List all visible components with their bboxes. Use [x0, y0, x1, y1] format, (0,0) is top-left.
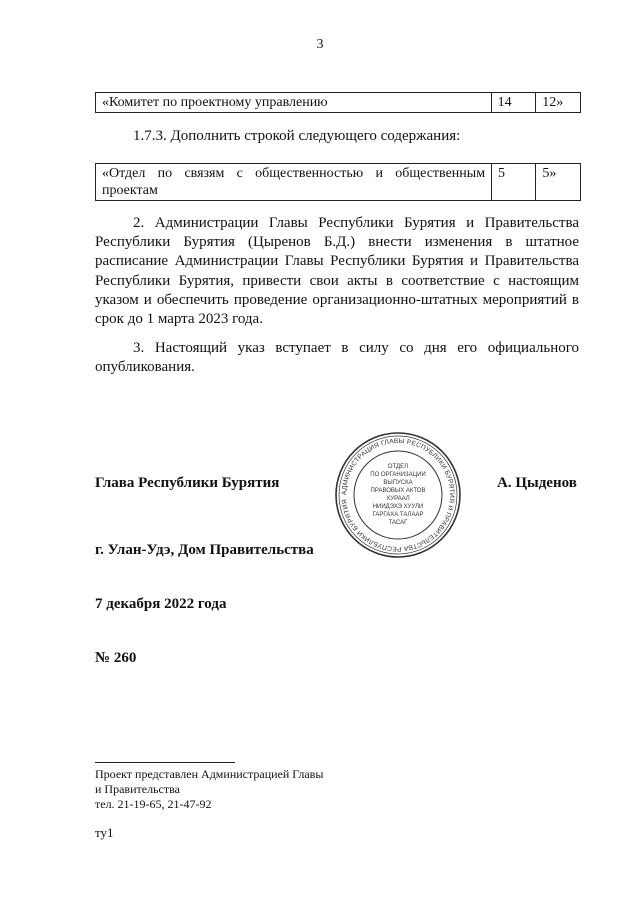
table-row: [96, 93, 581, 113]
paragraph-1-7-3: 1.7.3. Дополнить строкой следующего содержания:: [133, 128, 461, 144]
footnote-line: и Правительства: [95, 782, 180, 796]
amendment-table-existing: [95, 92, 581, 113]
stamp-line: ГАРГАХА ТАЛААР: [372, 512, 424, 518]
stamp-line: ПРАВОВЫХ АКТОВ: [370, 488, 426, 494]
paragraph-3: 3. Настоящий указ вступает в силу со дня его официального опубликования.: [95, 340, 579, 376]
table-row: [96, 164, 581, 201]
signing-date: 7 декабря 2022 года: [95, 596, 227, 612]
footnote-line: Проект представлен Администрацией Главы: [95, 767, 324, 781]
signing-place: г. Улан-Удэ, Дом Правительства: [95, 542, 314, 558]
stamp-line: ОТДЕЛ: [387, 464, 409, 470]
decree-number: № 260: [95, 650, 137, 666]
table-cell-name: «Отдел по связям с общественностью и общественным проектам: [96, 164, 492, 201]
footnote-divider: [95, 762, 235, 763]
table-cell-value-2: 12»: [536, 93, 581, 113]
stamp-line: ПО ОРГАНИЗАЦИИ: [370, 472, 426, 478]
table-cell-name: «Комитет по проектному управлению: [96, 93, 492, 113]
official-stamp: [333, 430, 463, 560]
signatory-title: Глава Республики Бурятия: [95, 475, 280, 491]
signatory-name: А. Цыденов: [497, 475, 577, 491]
table-cell-value-1: 5: [492, 164, 536, 201]
stamp-line: ХУРААЛ: [386, 496, 410, 502]
stamp-line: НИИДЭХЭ ХУУЛИ: [372, 504, 424, 510]
stamp-ring-text: АДМИНИСТРАЦИЯ ГЛАВЫ РЕСПУБЛИКИ БУРЯТИЯ И ПРАВИТЕЛЬСТВА РЕСПУБЛИКИ БУРЯТИЯ: [340, 437, 456, 553]
table-cell-value-2: 5»: [536, 164, 581, 201]
svg-text:АДМИНИСТРАЦИЯ ГЛАВЫ РЕСПУБЛИКИ: [341, 438, 455, 552]
amendment-table-new: [95, 163, 581, 201]
stamp-line: ТАСАГ: [388, 520, 408, 526]
footnote-phone: тел. 21-19-65, 21-47-92: [95, 797, 212, 811]
page-number: 3: [316, 37, 324, 52]
paragraph-2: 2. Администрации Главы Республики Бурятия и Правительства Республики Бурятия (Цыренов Б.Д.) внести изменения в штатное расписание Администрации Главы Республики Бурятия и Правительства Республики Бурятия, привести свои акты в соответствие с настоящим указом и обеспечить проведение организационно-штатных мероприятий в срок до 1 марта 2023 года.: [95, 215, 579, 328]
document-code: ту1: [95, 825, 114, 840]
table-cell-value-1: 14: [491, 93, 536, 113]
stamp-line: ВЫПУСКА: [383, 480, 413, 486]
